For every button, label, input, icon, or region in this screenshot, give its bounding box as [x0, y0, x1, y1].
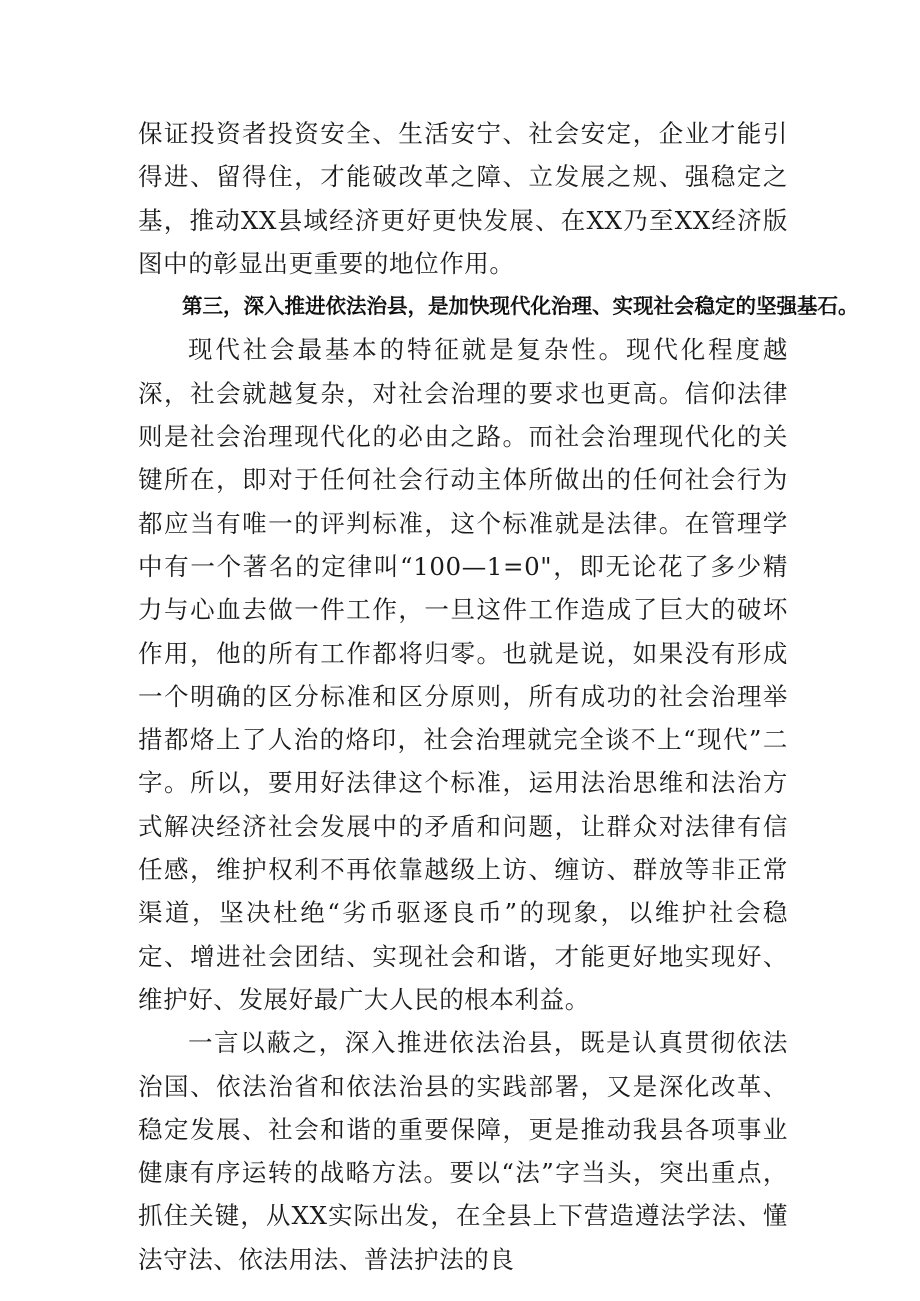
document-page [138, 112, 859, 1281]
paragraph-modern-governance: 现代社会最基本的特征就是复杂性。现代化程度越深，社会就越复杂，对社会治理的要求也更高。信仰法律则是社会治理现代化的必由之路。而社会治理现代化的关键所在，即对于任何社会行动主体所做出的任何社会行为都应当有唯一的评判标准，这个标准就是法律。在管理学中有一个著名的定律叫“100—1=0"，即无论花了多少精力与心血去做一件工作，一旦这件工作造成了巨大的破坏作用，他的所有工作都将归零。也就是说，如果没有形成一个明确的区分标准和区分原则，所有成功的社会治理举措都烙上了人治的烙印，社会治理就完全谈不上“现代”二字。所以，要用好法律这个标准，运用法治思维和法治方式解决经济社会发展中的矛盾和问题，让群众对法律有信任感，维护权利不再依靠越级上访、缠访、群放等非正常渠道，坚决杜绝“劣币驱逐良币”的现象，以维护社会稳定、增进社会团结、实现社会和谐，才能更好地实现好、维护好、发展好最广大人民的根本利益。 [138, 335, 788, 1014]
paragraph-continuation: 保证投资者投资安全、生活安宁、社会安定，企业才能引得进、留得住，才能破改革之障、立发展之规、强稳定之基，推动XX县域经济更好更快发展、在XX乃至XX经济版图中的彰显出更重要的地位作用。 [138, 119, 788, 278]
paragraph-summary: 一言以蔽之，深入推进依法治县，既是认真贯彻依法治国、依法治省和依法治县的实践部署，又是深化改革、稳定发展、社会和谐的重要保障，更是推动我县各项事业健康有序运转的战略方法。要以“法”字当头，突出重点，抓住关键，从XX实际出发，在全县上下营造遵法学法、懂法守法、依法用法、普法护法的良 [138, 1028, 788, 1274]
section-heading-third: 第三，深入推进依法治县，是加快现代化治理、实现社会稳定的坚强基石。 [182, 294, 859, 319]
